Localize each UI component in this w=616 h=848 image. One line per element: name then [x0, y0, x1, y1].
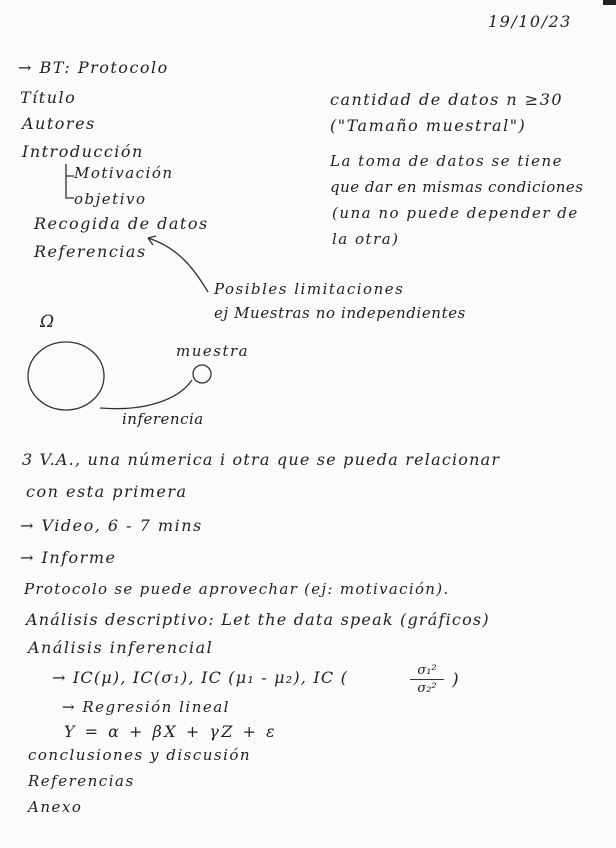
- note-sample-size-label: ("Tamaño muestral"): [330, 116, 527, 135]
- corner-mark: [603, 0, 616, 5]
- outline-item-introduccion: Introducción: [22, 142, 144, 161]
- va-line-1: 3 V.A., una númerica i otra que se pueda relacionar: [22, 450, 501, 469]
- outline-item-objetivo: objetivo: [74, 190, 147, 208]
- references-line: Referencias: [28, 772, 135, 790]
- protocolo-line: Protocolo se puede aprovechar (ej: motivación).: [24, 580, 450, 598]
- note-conditions-3: (una no puede depender de: [332, 204, 579, 222]
- limitations-arrow: [148, 238, 208, 292]
- variance-denominator: σ₂²: [417, 681, 437, 696]
- outline-heading: → BT: Protocolo: [18, 58, 169, 77]
- outline-item-motivacion: Motivación: [74, 164, 174, 182]
- note-sample-size: cantidad de datos n ≥30: [330, 90, 564, 109]
- regression-formula: Y = α + βX + γZ + ε: [64, 722, 278, 741]
- population-circle: [28, 342, 104, 410]
- sample-circle: [193, 365, 211, 383]
- annex-line: Anexo: [28, 798, 83, 816]
- descriptive-line: Análisis descriptivo: Let the data speak (gráficos): [26, 610, 490, 629]
- omega-symbol: Ω: [40, 312, 56, 332]
- inference-label: inferencia: [122, 410, 204, 428]
- outline-item-recogida: Recogida de datos: [34, 214, 209, 233]
- limitations-arrowhead: [148, 236, 156, 245]
- conclusions-line: conclusiones y discusión: [28, 746, 252, 764]
- informe-item: → Informe: [20, 548, 117, 567]
- outline-item-autores: Autores: [22, 114, 96, 133]
- regression-line: → Regresión lineal: [62, 698, 230, 716]
- subitem-bracket: [66, 164, 74, 198]
- variance-ratio: [410, 664, 444, 695]
- variance-numerator: σ₁²: [417, 663, 437, 678]
- outline-item-referencias: Referencias: [34, 242, 147, 261]
- note-conditions-4: la otra): [332, 230, 400, 248]
- ic-close-paren: ): [452, 670, 461, 690]
- video-item: → Video, 6 - 7 mins: [20, 516, 203, 535]
- ic-line: → IC(μ), IC(σ₁), IC (μ₁ - μ₂), IC (: [52, 668, 349, 687]
- note-limitations-example: ej Muestras no independientes: [214, 304, 466, 322]
- outline-item-titulo: Título: [20, 88, 77, 107]
- fraction-bar: [410, 679, 444, 680]
- inference-arrow: [100, 380, 192, 409]
- date: 19/10/23: [488, 12, 572, 31]
- sample-label: muestra: [176, 342, 250, 360]
- note-conditions-2: que dar en mismas condiciones: [330, 178, 584, 196]
- inferential-line: Análisis inferencial: [28, 638, 214, 657]
- va-line-2: con esta primera: [26, 482, 188, 501]
- note-limitations: Posibles limitaciones: [214, 280, 405, 298]
- note-conditions-1: La toma de datos se tiene: [330, 152, 564, 170]
